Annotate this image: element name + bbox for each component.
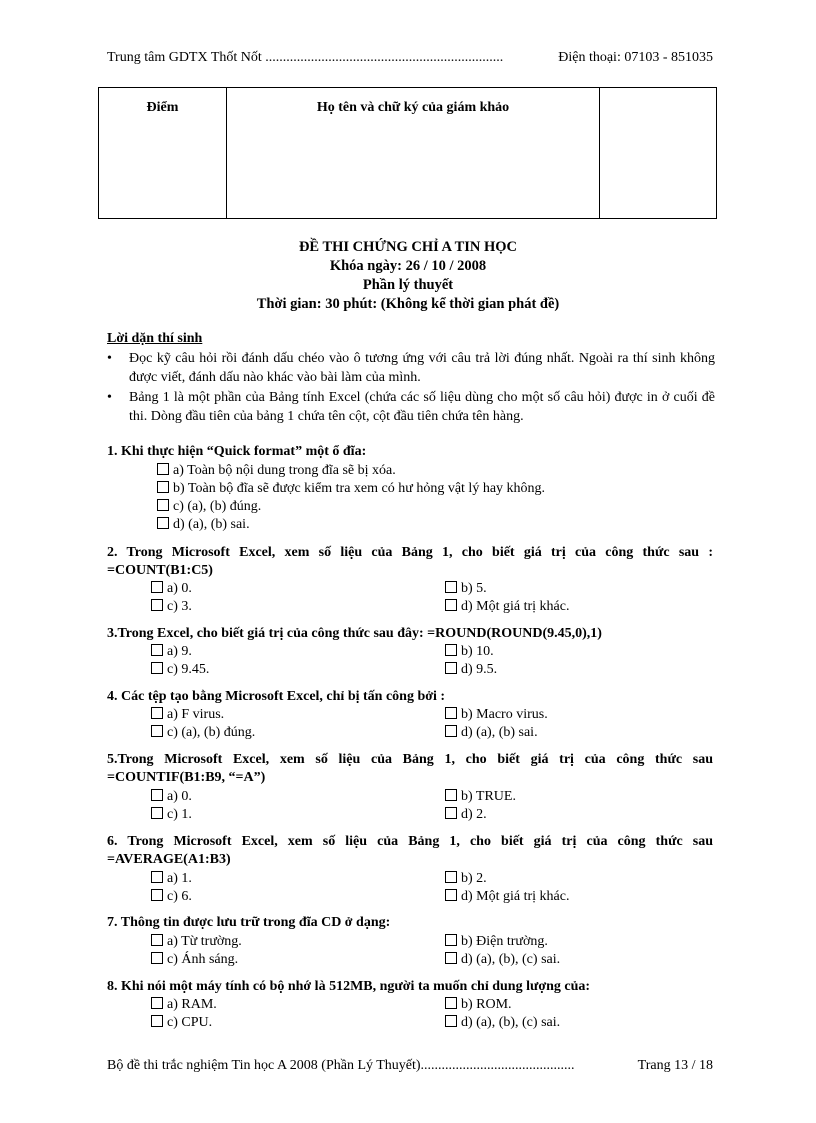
exam-part: Phần lý thuyết — [362, 277, 454, 293]
question-8: 8. Khi nói một máy tính có bộ nhớ là 512MB, người ta muốn chỉ dung lượng của: — [107, 979, 591, 994]
exam-duration: Thời gian: 30 phút: (Không kể thời gian phát đề) — [256, 296, 560, 312]
checkbox-icon[interactable] — [157, 517, 169, 529]
question-2: 2. Trong Microsoft Excel, xem số liệu của Bảng 1, cho biết giá trị của công thức sau : — [107, 545, 713, 560]
checkbox-icon[interactable] — [151, 789, 163, 801]
q2-option-d[interactable]: d) Một giá trị khác. — [445, 599, 569, 615]
q2-option-c[interactable]: c) 3. — [151, 599, 192, 615]
q1-option-c[interactable]: c) (a), (b) đúng. — [157, 499, 261, 515]
checkbox-icon[interactable] — [151, 997, 163, 1009]
checkbox-icon[interactable] — [445, 952, 457, 964]
q6-option-c[interactable]: c) 6. — [151, 889, 192, 905]
checkbox-icon[interactable] — [445, 725, 457, 737]
question-3: 3.Trong Excel, cho biết giá trị của công thức sau đây: =ROUND(ROUND(9.45,0),1) — [107, 626, 602, 641]
q8-option-d[interactable]: d) (a), (b), (c) sai. — [445, 1015, 560, 1031]
q2-option-b[interactable]: b) 5. — [445, 581, 487, 597]
checkbox-icon[interactable] — [151, 662, 163, 674]
q8-option-a[interactable]: a) RAM. — [151, 997, 217, 1013]
checkbox-icon[interactable] — [445, 599, 457, 611]
bullet-icon: • — [107, 390, 112, 405]
question-4: 4. Các tệp tạo bằng Microsoft Excel, chỉ bị tấn công bởi : — [107, 689, 446, 704]
q3-option-a[interactable]: a) 9. — [151, 644, 192, 660]
checkbox-icon[interactable] — [157, 463, 169, 475]
checkbox-icon[interactable] — [151, 707, 163, 719]
q7-option-a[interactable]: a) Từ trường. — [151, 934, 242, 950]
question-5-formula: =COUNTIF(B1:B9, “=A”) — [107, 770, 266, 785]
note-text: Bảng 1 là một phần của Bảng tính Excel (chứa các số liệu dùng cho một số câu hỏi) được in ở cuối đề thi. Dòng đầu tiên của bảng 1 chứa tên cột, cột đầu tiên chứa tên hàng. — [129, 390, 715, 424]
checkbox-icon[interactable] — [151, 644, 163, 656]
examiner-cell: Họ tên và chữ ký của giám khảo — [227, 88, 600, 219]
q7-option-c[interactable]: c) Ánh sáng. — [151, 952, 238, 968]
q4-option-d[interactable]: d) (a), (b) sai. — [445, 725, 538, 741]
checkbox-icon[interactable] — [151, 599, 163, 611]
checkbox-icon[interactable] — [445, 997, 457, 1009]
checkbox-icon[interactable] — [151, 725, 163, 737]
q4-option-c[interactable]: c) (a), (b) đúng. — [151, 725, 255, 741]
checkbox-icon[interactable] — [445, 807, 457, 819]
checkbox-icon[interactable] — [151, 581, 163, 593]
score-cell: Điểm — [99, 88, 227, 219]
exam-date: Khóa ngày: 26 / 10 / 2008 — [329, 258, 487, 274]
notes-heading: Lời dặn thí sinh — [107, 331, 203, 346]
checkbox-icon[interactable] — [445, 707, 457, 719]
q5-option-a[interactable]: a) 0. — [151, 789, 192, 805]
footer-left: Bộ đề thi trắc nghiệm Tin học A 2008 (Phần Lý Thuyết)............................................ — [107, 1058, 575, 1073]
question-7: 7. Thông tin được lưu trữ trong đĩa CD ở dạng: — [107, 915, 391, 930]
q5-option-b[interactable]: b) TRUE. — [445, 789, 516, 805]
score-table — [98, 87, 717, 219]
checkbox-icon[interactable] — [445, 889, 457, 901]
q1-option-d[interactable]: d) (a), (b) sai. — [157, 517, 250, 533]
bullet-icon: • — [107, 351, 112, 366]
exam-title: ĐỀ THI CHỨNG CHỈ A TIN HỌC — [298, 239, 518, 255]
question-6: 6. Trong Microsoft Excel, xem số liệu của Bảng 1, cho biết giá trị của công thức sau — [107, 834, 713, 849]
page-number: Trang 13 / 18 — [637, 1058, 713, 1073]
q6-option-b[interactable]: b) 2. — [445, 871, 487, 887]
q8-option-c[interactable]: c) CPU. — [151, 1015, 212, 1031]
question-5: 5.Trong Microsoft Excel, xem số liệu của Bảng 1, cho biết giá trị của công thức sau — [107, 752, 713, 767]
checkbox-icon[interactable] — [445, 581, 457, 593]
q7-option-b[interactable]: b) Điện trường. — [445, 934, 548, 950]
q4-option-b[interactable]: b) Macro virus. — [445, 707, 548, 723]
question-2-formula: =COUNT(B1:C5) — [107, 563, 213, 578]
q3-option-c[interactable]: c) 9.45. — [151, 662, 209, 678]
checkbox-icon[interactable] — [445, 934, 457, 946]
q8-option-b[interactable]: b) ROM. — [445, 997, 512, 1013]
header-left: Trung tâm GDTX Thốt Nốt .................................................................... — [107, 50, 504, 65]
q4-option-a[interactable]: a) F virus. — [151, 707, 224, 723]
blank-cell — [600, 88, 717, 219]
checkbox-icon[interactable] — [445, 644, 457, 656]
checkbox-icon[interactable] — [157, 499, 169, 511]
note-text: Đọc kỹ câu hỏi rồi đánh dấu chéo vào ô tương ứng với câu trả lời đúng nhất. Ngoài ra thí sinh không được viết, đánh dấu nào khác vào bài làm của mình. — [129, 351, 715, 385]
checkbox-icon[interactable] — [151, 1015, 163, 1027]
checkbox-icon[interactable] — [445, 1015, 457, 1027]
checkbox-icon[interactable] — [445, 789, 457, 801]
q5-option-c[interactable]: c) 1. — [151, 807, 192, 823]
q7-option-d[interactable]: d) (a), (b), (c) sai. — [445, 952, 560, 968]
q6-option-a[interactable]: a) 1. — [151, 871, 192, 887]
q5-option-d[interactable]: d) 2. — [445, 807, 487, 823]
question-1: 1. Khi thực hiện “Quick format” một ổ đĩa: — [107, 444, 367, 459]
checkbox-icon[interactable] — [445, 662, 457, 674]
checkbox-icon[interactable] — [445, 871, 457, 883]
question-6-formula: =AVERAGE(A1:B3) — [107, 852, 231, 867]
checkbox-icon[interactable] — [151, 807, 163, 819]
checkbox-icon[interactable] — [157, 481, 169, 493]
checkbox-icon[interactable] — [151, 952, 163, 964]
header-right: Điện thoại: 07103 - 851035 — [558, 50, 713, 65]
q3-option-d[interactable]: d) 9.5. — [445, 662, 497, 678]
checkbox-icon[interactable] — [151, 889, 163, 901]
q2-option-a[interactable]: a) 0. — [151, 581, 192, 597]
q3-option-b[interactable]: b) 10. — [445, 644, 494, 660]
checkbox-icon[interactable] — [151, 871, 163, 883]
q1-option-b[interactable]: b) Toàn bộ đĩa sẽ được kiểm tra xem có hư hỏng vật lý hay không. — [157, 481, 545, 497]
checkbox-icon[interactable] — [151, 934, 163, 946]
q1-option-a[interactable]: a) Toàn bộ nội dung trong đĩa sẽ bị xóa. — [157, 463, 396, 479]
q6-option-d[interactable]: d) Một giá trị khác. — [445, 889, 569, 905]
